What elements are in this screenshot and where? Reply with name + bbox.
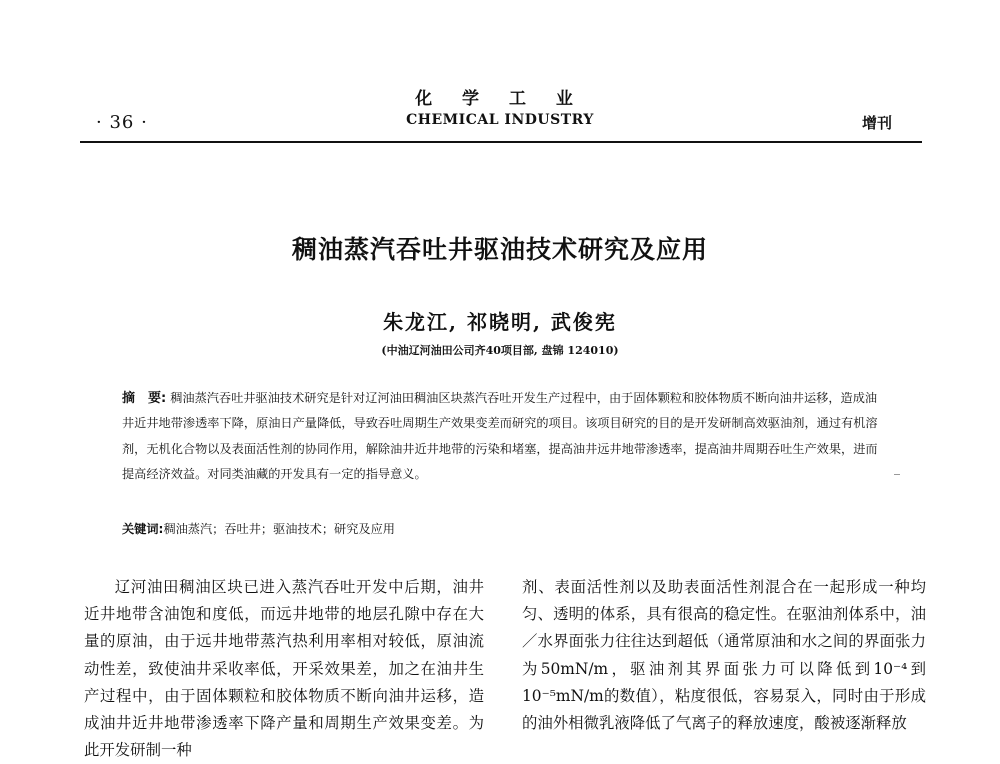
abstract bbox=[122, 386, 888, 488]
affiliation: (中油辽河油田公司齐40项目部, 盘锦 124010) bbox=[381, 344, 619, 357]
header-rule bbox=[80, 141, 922, 143]
body-right-column bbox=[522, 574, 926, 737]
journal-title-en: CHEMICAL INDUSTRY bbox=[406, 112, 594, 128]
keywords bbox=[122, 520, 888, 537]
body-paragraph: 剂、表面活性剂以及助表面活性剂混合在一起形成一种均匀、透明的体系，具有很高的稳定性。在驱油剂体系中，油／水界面张力往往达到超低（通常原油和水之间的界面张力为50mN/m，驱油剂其界面张力可以降低到10⁻⁴到10⁻⁵mN/m的数值），粘度很低，容易泵入，同时由于形成的油外相微乳液降低了气离子的释放速度，酸被逐渐释放 bbox=[522, 578, 926, 733]
keywords-text: 稠油蒸汽；吞吐井；驱油技术；研究及应用 bbox=[163, 522, 395, 536]
page-number: · 36 · bbox=[96, 112, 148, 133]
authors: 朱龙江, 祁晓明, 武俊宪 bbox=[383, 310, 617, 334]
issue-label: 增刊 bbox=[861, 114, 892, 132]
body-left-column bbox=[84, 574, 484, 764]
abstract-text: 稠油蒸汽吞吐井驱油技术研究是针对辽河油田稠油区块蒸汽吞吐开发生产过程中，由于固体颗粒和胶体物质不断向油井运移，造成油井近井地带渗透率下降，原油日产量降低，导致吞吐周期生产效果变差而研究的项目。该项目研究的目的是开发研制高效驱油剂，通过有机溶剂，无机化合物以及表面活性剂的协同作用，解除油井近井地带的污染和堵塞，提高油井远井地带渗透率，提高油井周期吞吐生产效果，进而提高经济效益。对同类油藏的开发具有一定的指导意义。 bbox=[122, 391, 878, 482]
body-paragraph: 辽河油田稠油区块已进入蒸汽吞吐开发中后期，油井近井地带含油饱和度低，而远井地带的地层孔隙中存在大量的原油，由于远井地带蒸汽热利用率相对较低，原油流动性差，致使油井采收率低，开采效果差，加之在油井生产过程中，由于固体颗粒和胶体物质不断向油井运移，造成油井近井地带渗透率下降产量和周期生产效果变差。为此开发研制一种 bbox=[84, 578, 484, 760]
keywords-label: 关键词: bbox=[122, 522, 164, 536]
scan-mark bbox=[894, 474, 900, 475]
journal-title-cn: 化 学 工 业 bbox=[415, 89, 585, 109]
abstract-label: 摘 要: bbox=[122, 391, 167, 406]
article-title: 稠油蒸汽吞吐井驱油技术研究及应用 bbox=[291, 235, 708, 264]
